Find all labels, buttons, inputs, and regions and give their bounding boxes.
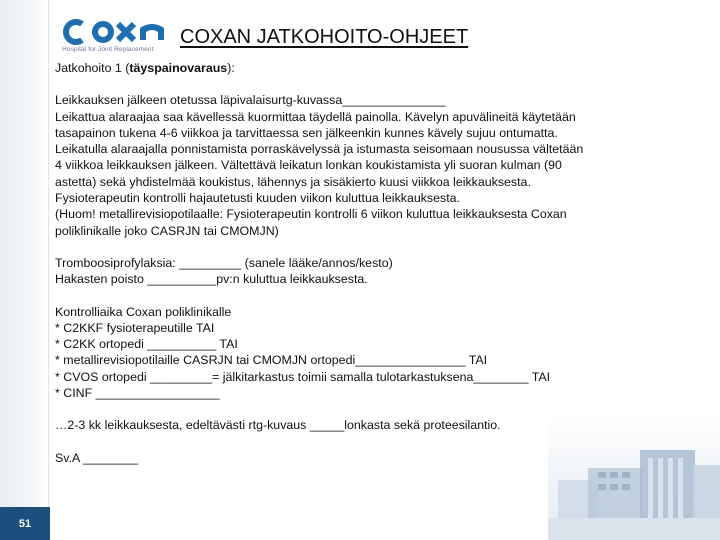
text-line: * C2KK ortopedi __________ TAI	[55, 337, 238, 352]
instructions-block-1	[55, 92, 665, 239]
hospital-building-photo	[548, 410, 720, 540]
instructions-block-3	[55, 304, 665, 402]
logo-tagline: Hospital for Joint Replacement	[62, 46, 154, 53]
lead-line	[55, 60, 665, 76]
followup-line: …2-3 kk leikkauksesta, edeltävästi rtg-kuvaus _____lonkasta sekä proteesilantio.	[55, 418, 501, 433]
page-number: 51	[0, 507, 50, 540]
text-line: Leikattua alaraajaa saa kävellessä kuormittaa täydellä painolla. Kävelyn apuvälineitä käytetään	[55, 109, 576, 124]
left-sidebar	[0, 0, 50, 540]
text-line: 4 viikkoa leikkauksen jälkeen. Vältettävä leikatun lonkan koukistamista yli suoran kulman (90	[55, 158, 562, 173]
text-line: * CVOS ortopedi _________= jälkitarkastus toimii samalla tulotarkastuksena________ TAI	[55, 369, 551, 384]
text-line: Kontrolliaika Coxan poliklinikalle	[55, 304, 232, 319]
lead-bold: täyspainovaraus	[129, 61, 228, 75]
page-title: COXAN JATKOHOITO-OHJEET	[180, 26, 469, 48]
lead-suffix: ):	[227, 61, 235, 75]
signature-line: Sv.A ________	[55, 450, 139, 465]
instructions-block-2	[55, 255, 665, 288]
text-line: * CINF __________________	[55, 386, 220, 401]
text-line: Leikatulla alaraajalla ponnistamista porraskävelyssä ja istumasta seisomaan nousussa vältetään	[55, 142, 584, 157]
text-line: Tromboosiprofylaksia: _________ (sanele lääke/annos/kesto)	[55, 255, 393, 270]
text-line: (Huom! metallirevisiopotilaalle: Fysioterapeutin kontrolli 6 viikon kuluttua leikkauksesta Coxan	[55, 207, 567, 222]
text-line: poliklinikalle joko CASRJN tai CMOMJN)	[55, 223, 279, 238]
lead-prefix: Jatkohoito 1 (	[55, 61, 130, 75]
coxa-logo	[58, 18, 173, 58]
text-line: astetta) sekä yhdistelmää koukistus, lähennys ja sisäkierto kuusi viikkoa leikkauksesta.	[55, 174, 531, 189]
sidebar-divider	[48, 0, 49, 540]
logo-wordmark	[60, 18, 170, 46]
text-line: tasapainon tukena 4-6 viikkoa ja tarvittaessa sen jälkeenkin kunnes kävely sujuu ontumatta.	[55, 125, 558, 140]
text-line: Fysioterapeutin kontrolli hajautetusti kuuden viikon kuluttua leikkauksesta.	[55, 191, 460, 206]
text-line: Leikkauksen jälkeen otetussa läpivalaisurtg-kuvassa_______________	[55, 93, 446, 108]
text-line: * C2KKF fysioterapeutille TAI	[55, 320, 215, 335]
text-line: Hakasten poisto __________pv:n kuluttua leikkauksesta.	[55, 272, 368, 287]
instructions-body	[55, 60, 665, 466]
logo-mark-icon	[60, 18, 170, 46]
text-line: * metallirevisiopotilaille CASRJN tai CMOMJN ortopedi________________ TAI	[55, 353, 488, 368]
